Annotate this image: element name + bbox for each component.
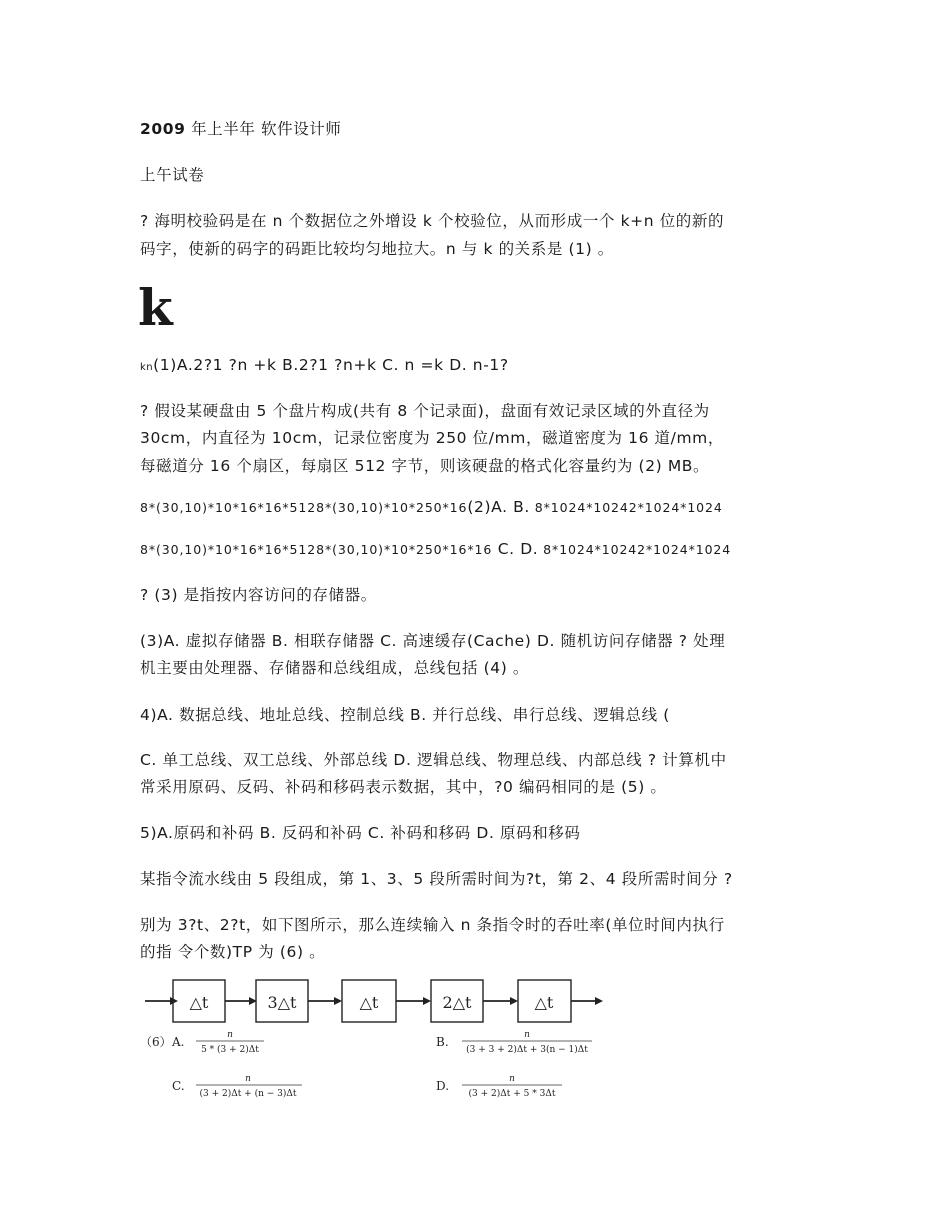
q2-line3: 每磁道分 16 个扇区，每扇区 512 字节，则该硬盘的格式化容量约为 (2) MB。 xyxy=(140,457,710,475)
q1-line2: 码字，使新的码字的码距比较均匀地拉大。n 与 k 的关系是 (1) 。 xyxy=(140,240,614,258)
q6-opt-b-num: n xyxy=(524,1030,530,1040)
q6-line3: 的指 令个数)TP 为 (6) 。 xyxy=(140,943,326,961)
q6-line1: 某指令流水线由 5 段组成，第 1、3、5 段所需时间为?t，第 2、4 段所需时间分 ? xyxy=(140,870,733,888)
q6-opt-d-num: n xyxy=(509,1074,515,1084)
q6-figure-label: （6） xyxy=(140,1035,172,1049)
q6-opt-b-den: (3 + 3 + 2)Δt + 3(n − 1)Δt xyxy=(466,1045,588,1055)
q2-options-cd xyxy=(140,536,731,563)
q2-cd-formula2: 8*1024*10242*1024*1024 xyxy=(538,542,732,557)
pipeline-arrowhead-2 xyxy=(334,997,342,1005)
q6-opt-d-den: (3 + 2)Δt + 5 * 3Δt xyxy=(468,1089,556,1099)
q6-opt-d-label: D. xyxy=(436,1079,450,1093)
q1-opt-text: (1)A.2?1 ?n +k B.2?1 ?n+k C. n =k D. n-1? xyxy=(153,356,509,374)
q1-opt-prefix: kn xyxy=(140,362,154,373)
q6-opt-b-label: B. xyxy=(436,1035,449,1049)
doc-subtitle: 上午试卷 xyxy=(140,166,205,184)
q2-ab-formula: 8*(30,10)*10*16*16*5128*(30,10)*10*250*16 xyxy=(140,500,468,515)
q2-line1: ? 假设某硬盘由 5 个盘片构成(共有 8 个记录面)，盘面有效记录区域的外直径为 xyxy=(140,402,710,420)
q2-options-ab xyxy=(140,494,723,521)
pipeline-stage-2-label: 3△t xyxy=(267,993,297,1012)
pipeline-stage-3-label: △t xyxy=(359,993,379,1012)
q6-opt-a-num: n xyxy=(227,1030,233,1040)
pipeline-stage-1-label: △t xyxy=(189,993,209,1012)
q1-big-k: k xyxy=(138,278,173,337)
q5-line1: 5)A.原码和补码 B. 反码和补码 C. 补码和移码 D. 原码和移码 xyxy=(140,824,581,842)
q2-line2: 30cm，内直径为 10cm，记录位密度为 250 位/mm，磁道密度为 16 道/mm， xyxy=(140,429,724,447)
q2-ab-label: (2)A. B. xyxy=(467,498,530,516)
q6-line2: 别为 3?t、2?t，如下图所示，那么连续输入 n 条指令时的吞吐率(单位时间内执行 xyxy=(140,916,725,934)
pipeline-stage-5-label: △t xyxy=(534,993,554,1012)
q3-line3: 机主要由处理器、存储器和总线组成，总线包括 (4) 。 xyxy=(140,659,530,677)
pipeline-arrowhead-4 xyxy=(510,997,518,1005)
q1-options xyxy=(140,352,509,381)
q6-opt-c-num: n xyxy=(245,1074,251,1084)
doc-title xyxy=(140,116,342,142)
q6-opt-a-den: 5 * (3 + 2)Δt xyxy=(201,1045,259,1055)
q6-opt-a-label: A. xyxy=(172,1035,185,1049)
q4-line2: C. 单工总线、双工总线、外部总线 D. 逻辑总线、物理总线、内部总线 ? 计算机中 xyxy=(140,751,727,769)
q6-opt-c-den: (3 + 2)Δt + (n − 3)Δt xyxy=(199,1089,297,1099)
q2-ab-formula2: 8*1024*10242*1024*1024 xyxy=(529,500,723,515)
q3-line2: (3)A. 虚拟存储器 B. 相联存储器 C. 高速缓存(Cache) D. 随机访问存储器 ? 处理 xyxy=(140,632,726,650)
q2-cd-formula: 8*(30,10)*10*16*16*5128*(30,10)*10*250*16*16 xyxy=(140,542,493,557)
title-year: 2009 xyxy=(140,120,186,138)
pipeline-arrowhead-out xyxy=(595,997,603,1005)
pipeline-stage-4-label: 2△t xyxy=(442,993,472,1012)
pipeline-arrowhead-3 xyxy=(423,997,431,1005)
q4-line3: 常采用原码、反码、补码和移码表示数据，其中，?0 编码相同的是 (5) 。 xyxy=(140,778,667,796)
pipeline-arrowhead-in xyxy=(170,997,178,1005)
q1-line1: ? 海明校验码是在 n 个数据位之外增设 k 个校验位，从而形成一个 k+n 位的新的 xyxy=(140,212,725,230)
q2-cd-label: C. D. xyxy=(492,540,539,558)
q4-line1: 4)A. 数据总线、地址总线、控制总线 B. 并行总线、串行总线、逻辑总线 ( xyxy=(140,706,670,724)
pipeline-figure xyxy=(140,975,620,1115)
title-text: 年上半年 软件设计师 xyxy=(185,120,342,138)
q6-opt-c-label: C. xyxy=(172,1079,185,1093)
q3-line1: ? (3) 是指按内容访问的存储器。 xyxy=(140,586,377,604)
